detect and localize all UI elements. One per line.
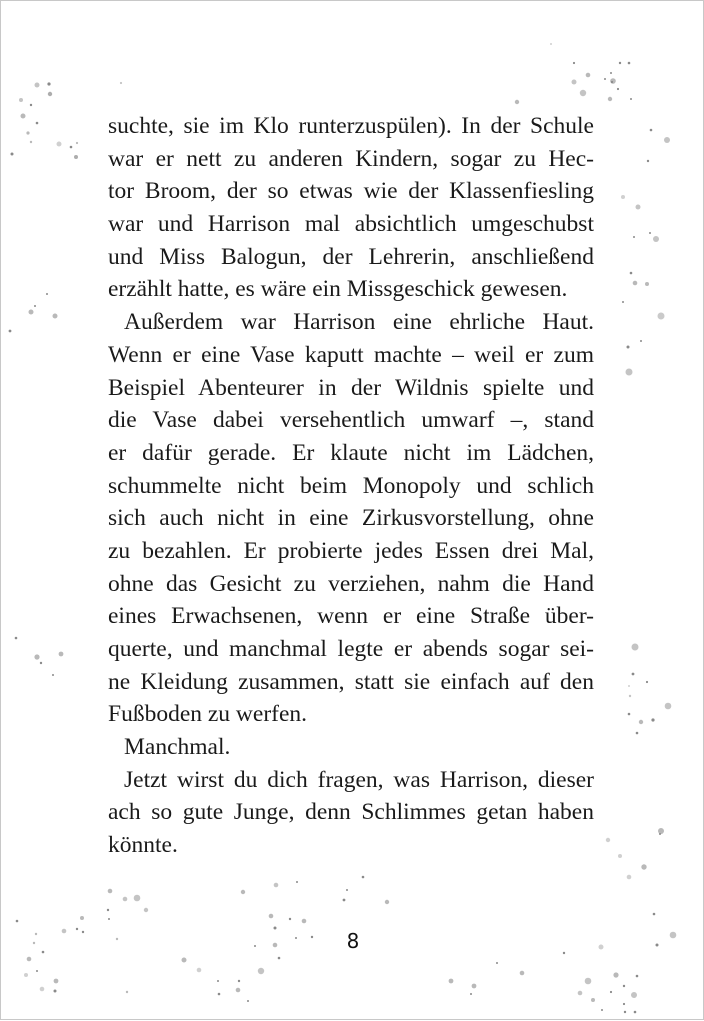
text-line: suchte, sie im Klo runterzuspülen). In der Schule	[108, 113, 594, 139]
text-line: querte, und manchmal legte er abends sogar sei-	[108, 636, 594, 662]
paragraph-4	[108, 764, 594, 862]
text-line: sich auch nicht in eine Zirkusvorstellung, ohne	[108, 505, 594, 532]
text-line: Jetzt wirst du dich fragen, was Harrison, dieser	[124, 766, 594, 793]
text-line: ach so gute Junge, denn Schlimmes getan haben	[108, 799, 594, 826]
text-line: Beispiel Abenteurer in der Wildnis spielte und	[108, 374, 594, 401]
paragraph-2	[108, 306, 594, 731]
text-line: tor Broom, der so etwas wie der Klassenfiesling	[108, 178, 594, 205]
paragraph-1	[108, 110, 594, 306]
text-line: ne Kleidung zusammen, statt sie einfach auf den	[108, 668, 594, 695]
text-line: und Miss Balogun, der Lehrerin, anschließend	[108, 243, 594, 270]
text-line: eines Erwachsenen, wenn er eine Straße über-	[108, 603, 594, 630]
text-line: Manchmal.	[124, 734, 231, 761]
text-line: Außerdem war Harrison eine ehrliche Haut.	[124, 309, 594, 336]
text-line: war er nett zu anderen Kindern, sogar zu Hec-	[108, 145, 594, 172]
text-line: die Vase dabei versehentlich umwarf –, stand	[108, 407, 594, 434]
text-line: Wenn er eine Vase kaputt machte – weil er zum	[108, 341, 594, 368]
text-line: Fußboden zu werfen.	[108, 701, 308, 728]
text-line: zu bezahlen. Er probierte jedes Essen drei Mal,	[108, 537, 594, 564]
text-line: er dafür gerade. Er klaute nicht im Lädchen,	[108, 439, 594, 466]
text-line: könnte.	[108, 832, 178, 859]
text-line: schummelte nicht beim Monopoly und schlich	[108, 472, 594, 499]
body-text	[108, 110, 594, 862]
text-line: ohne das Gesicht zu verziehen, nahm die Hand	[108, 570, 594, 597]
text-line: war und Harrison mal absichtlich umgeschubst	[108, 211, 594, 238]
text-line: erzählt hatte, es wäre ein Missgeschick gewesen.	[108, 276, 568, 303]
page-number: 8	[346, 929, 360, 953]
paragraph-3	[108, 731, 594, 764]
